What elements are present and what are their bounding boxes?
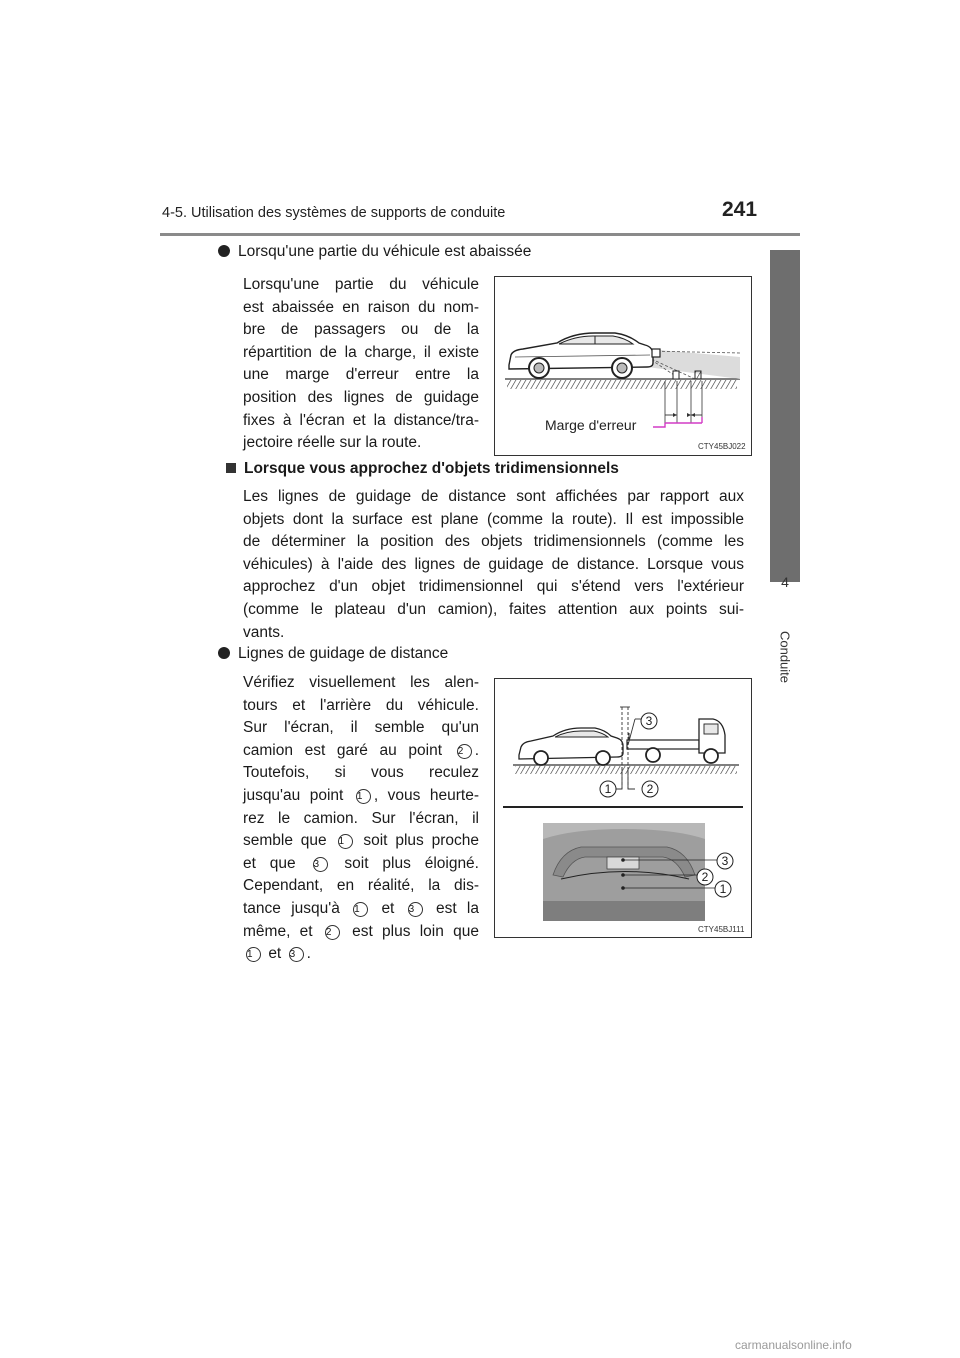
bullet-distance-lines [218, 645, 448, 663]
text-line: Les lignes de guidage de distance sont affichées par rapport aux [243, 488, 744, 505]
chapter-number: 4 [781, 574, 789, 590]
text-part: est la [435, 899, 479, 917]
error-margin-label: Marge d'erreur [545, 417, 637, 433]
page-number: 241 [722, 198, 758, 221]
callout-3-icon: 3 [313, 857, 328, 872]
fig-callout-3-screen: 3 [721, 854, 729, 868]
lowered-vehicle-paragraph [243, 274, 479, 455]
figure-code: CTY45BJ022 [698, 442, 746, 451]
text-part: semble que [243, 832, 327, 850]
text-line: répartition de la charge, il existe [243, 343, 479, 361]
bullet-title: Lignes de guidage de distance [238, 645, 449, 662]
bullet-title: Lorsqu'une partie du véhicule est abaissée [238, 243, 532, 260]
text-line: bre de passagers ou de la [243, 321, 479, 339]
header-divider [160, 233, 800, 236]
text-part: camion est garé au point [243, 741, 443, 759]
text-line: (comme le plateau d'un camion), faites attention aux points sui- [243, 600, 744, 618]
text-line: approchez d'un objet tridimensionnel qui s'étend vers l'extérieur [243, 578, 744, 596]
text-line: position des lignes de guidage [243, 388, 479, 406]
text-part: est plus loin que [352, 922, 479, 940]
text-line: de déterminer la position des objets tridimensionnels (comme les [243, 533, 744, 551]
chapter-tab [770, 250, 800, 582]
text-part: soit plus proche [363, 832, 479, 850]
heading-square-icon [226, 463, 236, 473]
text-line: objets dont la surface est plane (comme la route). Il est impossible [243, 510, 744, 528]
text-line: véhicules) à l'aide des lignes de guidage de distance. Lorsque vous [243, 555, 744, 573]
text-part: tours et l'arrière du véhicule. [243, 696, 479, 714]
text-part: Toutefois, si vous reculez [243, 764, 479, 782]
bullet-dot-icon [218, 245, 230, 257]
callout-2-icon: 2 [325, 925, 340, 940]
heading-text: Lorsque vous approchez d'objets tridimensionnels [244, 460, 619, 477]
text-part: , vous heurte- [373, 786, 479, 804]
watermark: carmanualsonline.info [735, 1338, 852, 1352]
callout-1-icon: 1 [338, 834, 353, 849]
text-part: et [381, 899, 395, 917]
fig-callout-1-screen: 1 [719, 882, 727, 896]
text-line: est abaissée en raison du nom- [243, 298, 479, 316]
truck-distance-illustration [495, 679, 751, 937]
text-line: vants. [243, 623, 285, 641]
text-part: soit plus éloigné. [344, 854, 479, 872]
figure-truck-distance [494, 678, 752, 938]
callout-1-icon: 1 [356, 789, 371, 804]
text-line: jectoire réelle sur la route. [243, 434, 422, 452]
text-part: Sur l'écran, il semble qu'un [243, 719, 479, 737]
text-part: et [268, 945, 282, 963]
heading-3d-objects [226, 460, 619, 478]
figure-code: CTY45BJ111 [698, 925, 745, 934]
fig-callout-1: 1 [604, 782, 612, 796]
figure-lowered-vehicle [494, 276, 752, 456]
callout-1-icon: 1 [246, 947, 261, 962]
text-part: . [306, 945, 311, 963]
text-part: rez le camion. Sur l'écran, il [243, 809, 479, 827]
bullet-lowered-vehicle [218, 243, 531, 261]
fig-callout-2-screen: 2 [701, 870, 709, 884]
text-part: jusqu'au point [243, 786, 344, 804]
3d-objects-paragraph [243, 486, 744, 644]
chapter-label-wrap [770, 617, 800, 697]
text-part: . [474, 741, 479, 759]
text-part: tance jusqu'à [243, 899, 340, 917]
fig-callout-3: 3 [645, 714, 653, 728]
text-part: et que [243, 854, 296, 872]
bullet-dot-icon [218, 647, 230, 659]
text-part: Cependant, en réalité, la dis- [243, 877, 479, 895]
text-line: une marge d'erreur entre la [243, 366, 479, 384]
distance-lines-paragraph [243, 672, 479, 966]
callout-2-icon: 2 [457, 744, 472, 759]
callout-1-icon: 1 [353, 902, 368, 917]
callout-3-icon: 3 [408, 902, 423, 917]
text-part: Vérifiez visuellement les alen- [243, 674, 479, 691]
callout-3-icon: 3 [289, 947, 304, 962]
fig-callout-2: 2 [646, 782, 654, 796]
chapter-label: Conduite [777, 630, 793, 684]
text-line: fixes à l'écran et la distance/tra- [243, 411, 479, 429]
section-title: 4-5. Utilisation des systèmes de supports de conduite [162, 205, 506, 221]
text-line: Lorsqu'une partie du véhicule [243, 276, 479, 293]
text-part: même, et [243, 922, 313, 940]
